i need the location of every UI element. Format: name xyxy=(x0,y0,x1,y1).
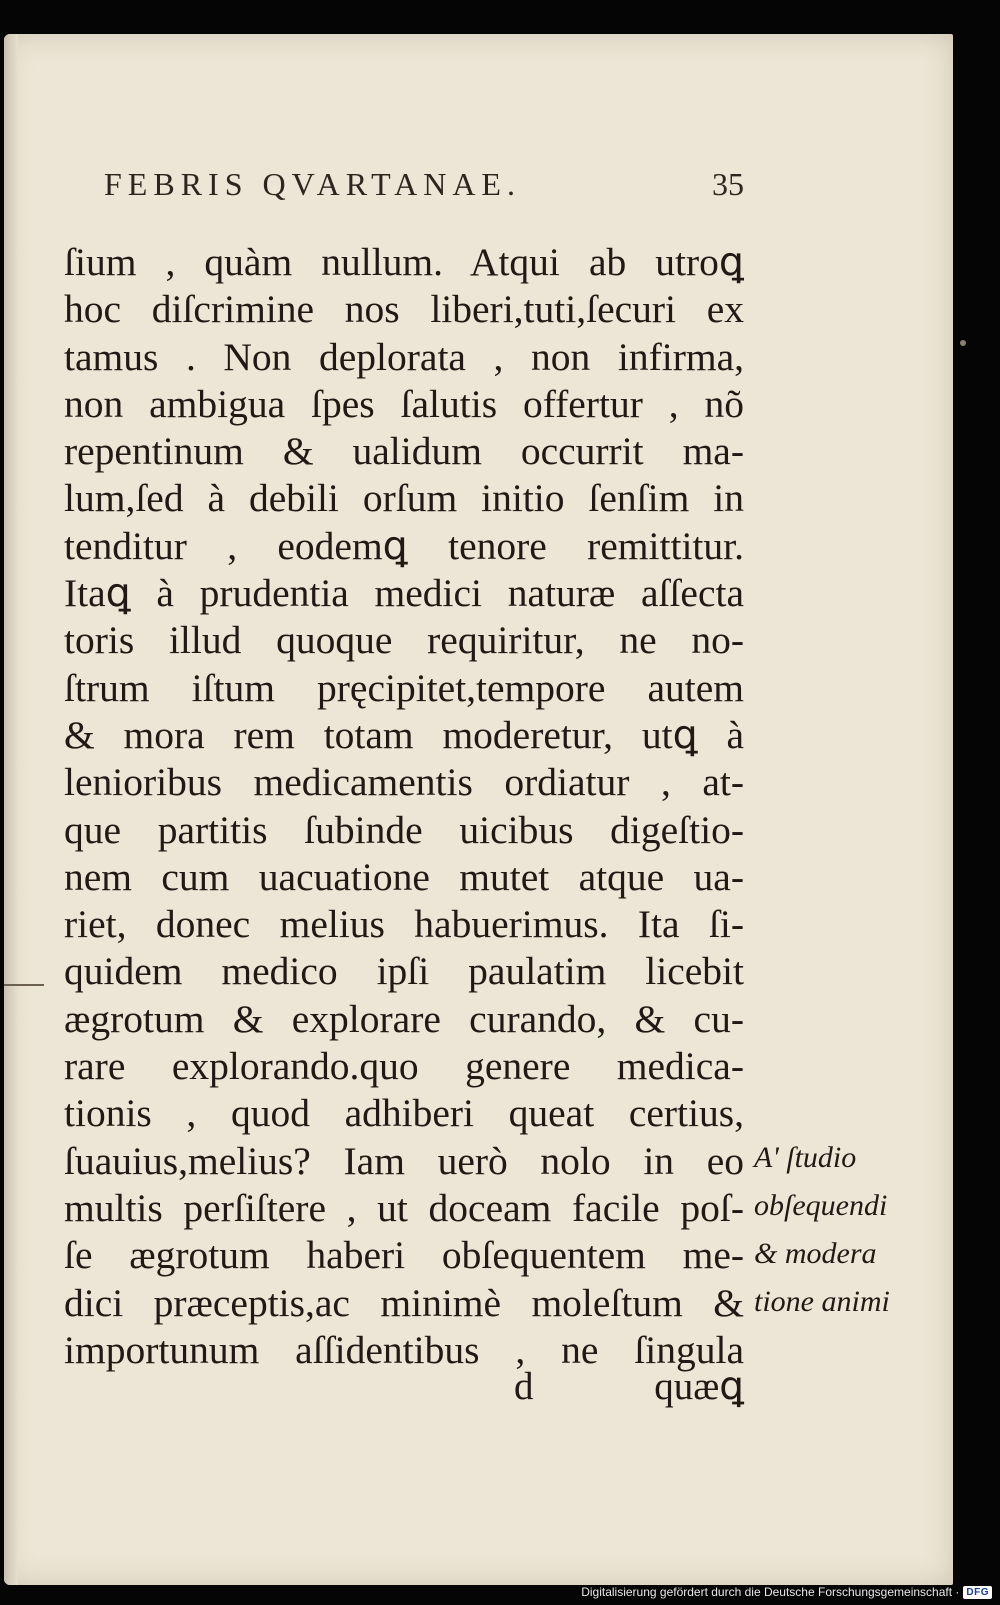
body-text xyxy=(64,239,744,1374)
margin-note-line: A' ſtudio xyxy=(754,1141,857,1174)
margin-note-line: tione animi xyxy=(754,1285,890,1318)
page-number: 35 xyxy=(712,166,744,202)
text-line: nem cum uacuatione mutet atque ua- xyxy=(64,854,744,899)
text-line: riet, donec melius habuerimus. Ita ſi- xyxy=(64,902,744,947)
text-line: tamus . Non deplorata , non infirma, xyxy=(64,334,744,379)
footer xyxy=(581,1583,992,1601)
text-line: importunum aſſidentibus , ne ſingula xyxy=(64,1327,744,1372)
text-line: tionis , quod adhiberi queat certius, xyxy=(64,1091,744,1136)
catchword: quæꝗ xyxy=(654,1365,744,1408)
margin-note-line: obſequendi xyxy=(754,1189,888,1222)
text-line: lum,ſed à debili orſum initio ſenſim in xyxy=(64,476,744,521)
book-page xyxy=(4,34,953,1585)
text-line: quidem medico ipſi paulatim licebit xyxy=(64,949,744,994)
margin-note xyxy=(754,1134,914,1326)
signature-mark: d xyxy=(514,1365,534,1408)
text-line: toris illud quoque requiritur, ne no- xyxy=(64,618,744,663)
text-line: non ambigua ſpes ſalutis offertur , nõ xyxy=(64,381,744,426)
catchline xyxy=(514,1364,744,1414)
text-line: ſe ægrotum haberi obſequentem me- xyxy=(64,1233,744,1278)
text-line: ſuauius,melius? Iam uerò nolo in eo xyxy=(64,1138,744,1183)
dfg-logo: DFG xyxy=(963,1586,992,1599)
text-line: ſium , quàm nullum. Atqui ab utroꝗ xyxy=(64,240,744,284)
text-line: ægrotum & explorare curando, & cu- xyxy=(64,996,744,1041)
text-line: & mora rem totam moderetur, utꝗ à xyxy=(64,712,744,757)
page-header xyxy=(104,166,744,216)
text-line: dici præceptis,ac minimè moleſtum & xyxy=(64,1280,744,1325)
text-line: tenditur , eodemꝗ tenore remittitur. xyxy=(64,523,744,568)
edge-speck xyxy=(960,340,966,346)
text-line: rare explorando.quo genere medica- xyxy=(64,1044,744,1089)
margin-note-line: & modera xyxy=(754,1237,877,1270)
text-line: multis perſiſtere , ut doceam facile poſ- xyxy=(64,1185,744,1230)
digitization-credit: Digitalisierung gefördert durch die Deutsche Forschungsgemeinschaft · xyxy=(581,1585,960,1599)
text-line: Itaꝗ à prudentia medici naturæ aſſecta xyxy=(64,571,744,616)
text-line: repentinum & ualidum occurrit ma- xyxy=(64,429,744,474)
page-spine-edge xyxy=(4,34,18,1585)
text-line: lenioribus medicamentis ordiatur , at- xyxy=(64,760,744,805)
text-line: ſtrum iſtum pręcipitet,tempore autem xyxy=(64,665,744,710)
running-head: FEBRIS QVARTANAE. xyxy=(104,166,521,202)
text-line: que partitis ſubinde uicibus digeſtio- xyxy=(64,807,744,852)
margin-mark xyxy=(4,984,44,986)
text-line: hoc diſcrimine nos liberi,tuti,ſecuri ex xyxy=(64,287,744,332)
